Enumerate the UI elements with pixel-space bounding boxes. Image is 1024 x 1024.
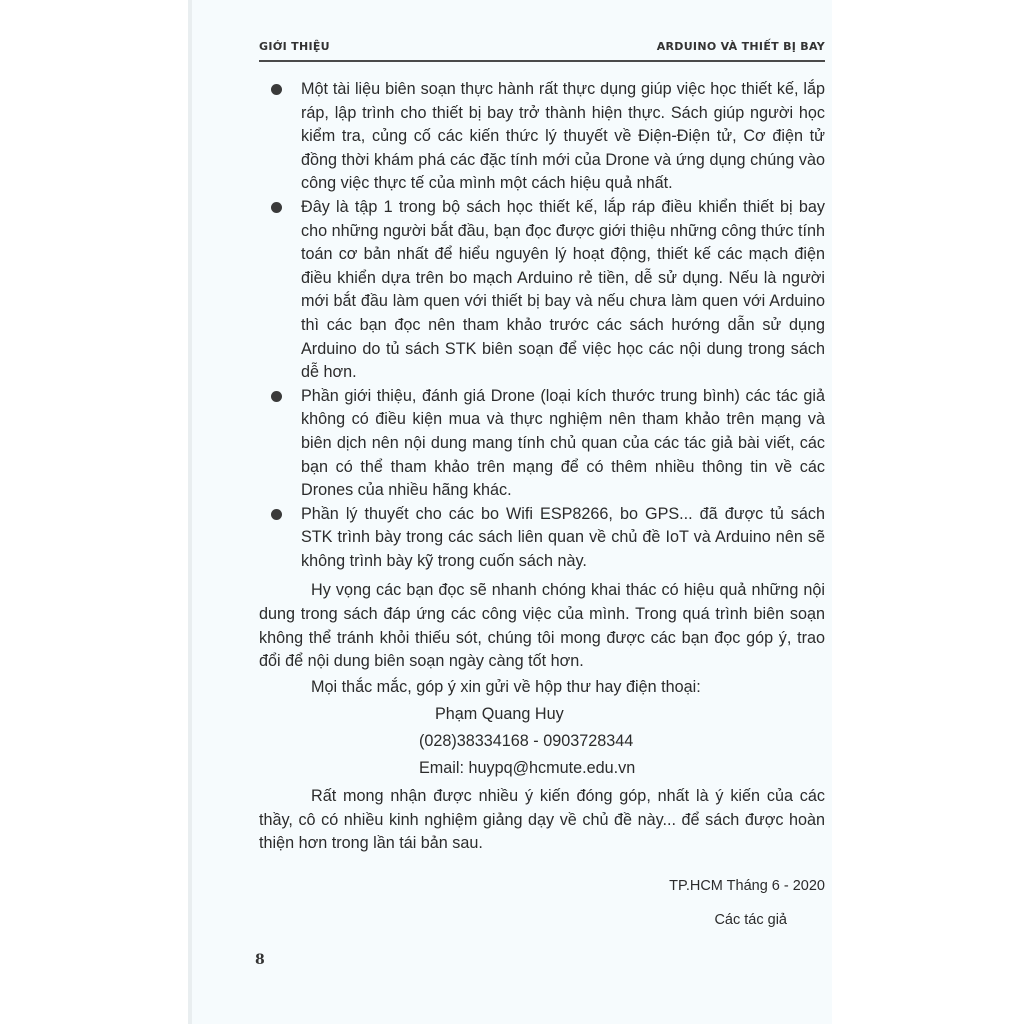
header-section-title: GIỚI THIỆU: [259, 40, 330, 53]
bullet-text: Phần giới thiệu, đánh giá Drone (loại kích thước trung bình) các tác giả không có điều kiện mua và thực nghiệm nên tham khảo trên mạng và biên dịch nên nội dung mang tính chủ quan của các tác giả bài viết, các bạn có thể tham khảo trên mạng để có thêm nhiều thông tin về các Drones của nhiều hãng khác.: [301, 386, 825, 500]
contact-name: Phạm Quang Huy: [435, 705, 564, 724]
bullet-item: [259, 385, 825, 503]
running-header: [259, 40, 825, 62]
page-body: [259, 78, 825, 856]
bullet-icon: [271, 84, 282, 95]
signoff-author: Các tác giả: [714, 912, 787, 928]
closing-paragraph: Rất mong nhận được nhiều ý kiến đóng góp, nhất là ý kiến của các thầy, cô có nhiều kinh nghiệm giảng dạy về chủ đề này... để sách được hoàn thiện hơn trong lần tái bản sau.: [259, 787, 825, 853]
signoff-date: TP.HCM Tháng 6 - 2020: [669, 878, 825, 894]
bullet-icon: [271, 391, 282, 402]
hope-paragraph: Hy vọng các bạn đọc sẽ nhanh chóng khai thác có hiệu quả những nội dung trong sách đáp ứng các công việc của mình. Trong quá trình biên soạn không thể tránh khỏi thiếu sót, chúng tôi mong được các bạn đọc góp ý, trao đổi để nội dung biên soạn ngày càng tốt hơn.: [259, 581, 825, 671]
bullet-list: [259, 78, 825, 573]
header-divider: [259, 60, 825, 62]
bullet-item: [259, 78, 825, 196]
header-book-title: ARDUINO VÀ THIẾT BỊ BAY: [656, 40, 825, 53]
contact-phone: (028)38334168 - 0903728344: [419, 732, 634, 751]
contact-intro: Mọi thắc mắc, góp ý xin gửi về hộp thư hay điện thoại:: [311, 677, 701, 696]
bullet-icon: [271, 509, 282, 520]
bullet-text: Phần lý thuyết cho các bo Wifi ESP8266, bo GPS... đã được tủ sách STK trình bày trong các sách liên quan về chủ đề IoT và Arduino nên sẽ không trình bày kỹ trong cuốn sách này.: [301, 504, 825, 570]
contact-email: Email: huypq@hcmute.edu.vn: [419, 758, 636, 777]
bullet-icon: [271, 202, 282, 213]
page-number: 8: [255, 952, 265, 968]
bullet-item: [259, 196, 825, 385]
bullet-item: [259, 503, 825, 574]
bullet-text: Đây là tập 1 trong bộ sách học thiết kế, lắp ráp điều khiển thiết bị bay cho những người bắt đầu, bạn đọc được giới thiệu những công thức tính toán cơ bản nhất để hiểu nguyên lý hoạt động, thiết kế các mạch điện điều khiển dựa trên bo mạch Arduino rẻ tiền, dễ sử dụng. Nếu là người mới bắt đầu làm quen với thiết bị bay và nếu chưa làm quen với Arduino thì các bạn đọc nên tham khảo trước các sách hướng dẫn sử dụng Arduino do tủ sách STK biên soạn để việc học các nội dung trong sách dễ hơn.: [301, 197, 825, 382]
bullet-text: Một tài liệu biên soạn thực hành rất thực dụng giúp việc học thiết kế, lắp ráp, lập trình cho thiết bị bay trở thành hiện thực. Sách giúp người học kiểm tra, củng cố các kiến thức lý thuyết về Điện-Điện tử, Cơ điện tử đồng thời khám phá các đặc tính mới của Drone và ứng dụng chúng vào công việc thực tế của mình một cách hiệu quả nhất.: [301, 80, 825, 193]
